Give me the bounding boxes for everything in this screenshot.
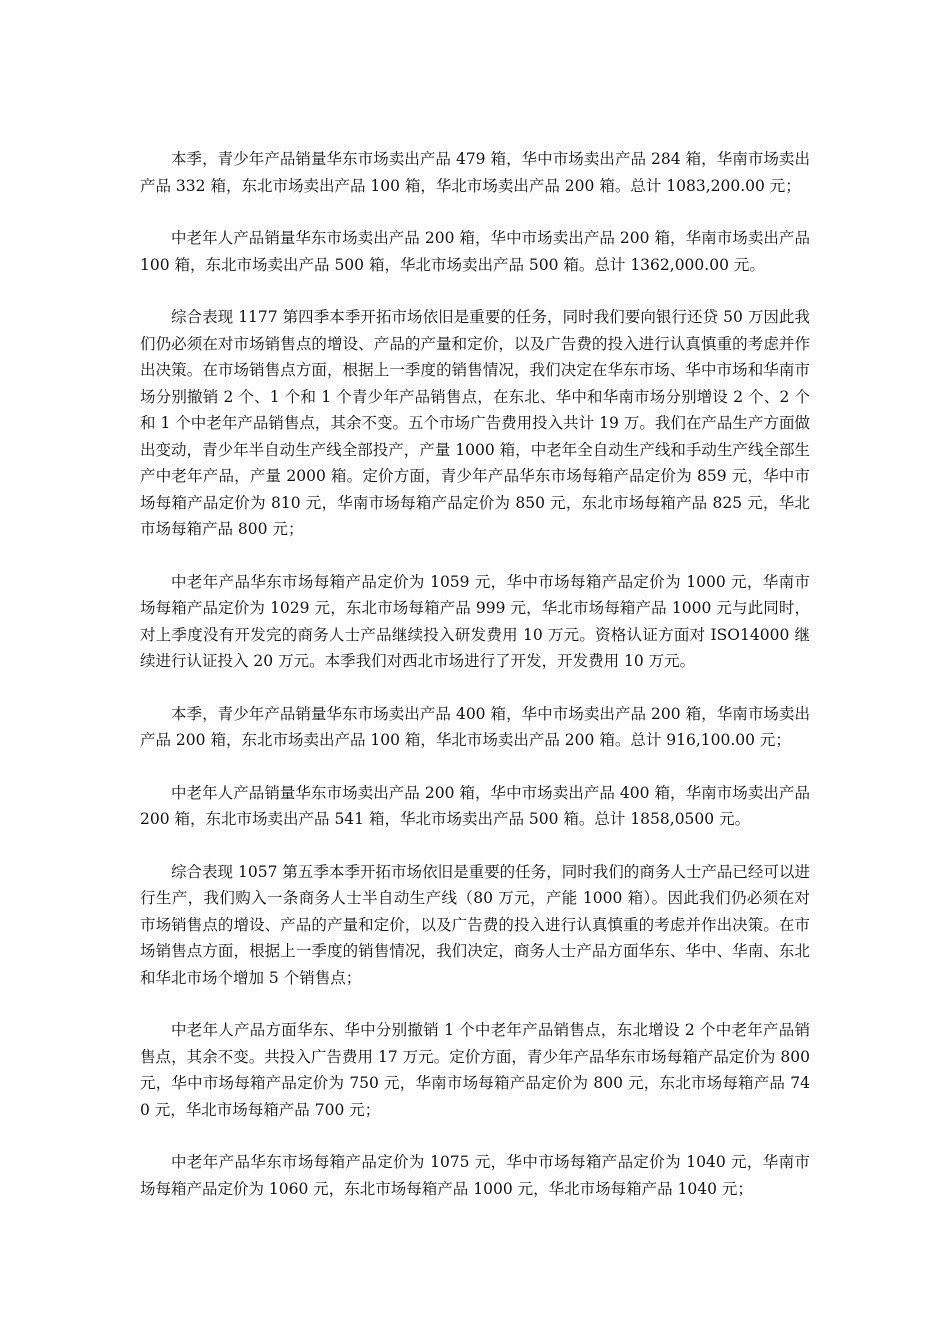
paragraph-1: 本季，青少年产品销量华东市场卖出产品 479 箱，华中市场卖出产品 284 箱，华南市场卖出产品 332 箱，东北市场卖出产品 100 箱，华北市场卖出产品 200 箱。总计 1083,200.00 元； xyxy=(140,150,810,195)
paragraph-9: 中老年产品华东市场每箱产品定价为 1075 元，华中市场每箱产品定价为 1040 元，华南市场每箱产品定价为 1060 元，东北市场每箱产品 1000 元，华北市场每箱产品 1040 元； xyxy=(140,1153,810,1198)
paragraph-2: 中老年人产品销量华东市场卖出产品 200 箱，华中市场卖出产品 200 箱，华南市场卖出产品 100 箱，东北市场卖出产品 500 箱，华北市场卖出产品 500 箱。总计 1362,000.00 元。 xyxy=(140,229,810,274)
paragraph-8: 中老年人产品方面华东、华中分别撤销 1 个中老年产品销售点，东北增设 2 个中老年产品销售点，其余不变。共投入广告费用 17 万元。定价方面，青少年产品华东市场每箱产品定价为 800 元，华中市场每箱产品定价为 750 元，华南市场每箱产品定价为 800 元，东北市场每箱产品 740 元，华北市场每箱产品 700 元； xyxy=(140,1021,810,1119)
document-body xyxy=(140,146,810,1228)
paragraph-7: 综合表现 1057 第五季本季开拓市场依旧是重要的任务，同时我们的商务人士产品已经可以进行生产，我们购入一条商务人士半自动生产线（80 万元，产能 1000 箱）。因此我们仍必须在对市场销售点的增设、产品的产量和定价，以及广告费的投入进行认真慎重的考虑并作出决策。在市场销售点方面，根据上一季度的销售情况，我们决定，商务人士产品方面华东、华中、华南、东北和华北市场个增加 5 个销售点； xyxy=(140,862,810,987)
paragraph-4: 中老年产品华东市场每箱产品定价为 1059 元，华中市场每箱产品定价为 1000 元，华南市场每箱产品定价为 1029 元，东北市场每箱产品 999 元，华北市场每箱产品 1000 元与此同时，对上季度没有开发完的商务人士产品继续投入研发费用 10 万元。资格认证方面对 ISO14000 继续进行认证投入 20 万元。本季我们对西北市场进行了开发，开发费用 10 万元。 xyxy=(140,572,810,670)
paragraph-5: 本季，青少年产品销量华东市场卖出产品 400 箱，华中市场卖出产品 200 箱，华南市场卖出产品 200 箱，东北市场卖出产品 100 箱，华北市场卖出产品 200 箱。总计 916,100.00 元； xyxy=(140,704,810,749)
paragraph-3: 综合表现 1177 第四季本季开拓市场依旧是重要的任务，同时我们要向银行还贷 50 万因此我们仍必须在对市场销售点的增设、产品的产量和定价，以及广告费的投入进行认真慎重的考虑并作出决策。在市场销售点方面，根据上一季度的销售情况，我们决定在华东市场、华中市场和华南市场分别撤销 2 个、1 个和 1 个青少年产品销售点，在东北、华中和华南市场分别增设 2 个、2 个和 1 个中老年产品销售点，其余不变。五个市场广告费用投入共计 19 万。我们在产品生产方面做出变动，青少年半自动生产线全部投产，产量 1000 箱，中老年全自动生产线和手动生产线全部生产中老年产品，产量 2000 箱。定价方面，青少年产品华东市场每箱产品定价为 859 元，华中市场每箱产品定价为 810 元，华南市场每箱产品定价为 850 元，东北市场每箱产品 825 元，华北市场每箱产品 800 元； xyxy=(140,308,810,538)
paragraph-6: 中老年人产品销量华东市场卖出产品 200 箱，华中市场卖出产品 400 箱，华南市场卖出产品 200 箱，东北市场卖出产品 541 箱，华北市场卖出产品 500 箱。总计 1858,0500 元。 xyxy=(140,783,810,828)
